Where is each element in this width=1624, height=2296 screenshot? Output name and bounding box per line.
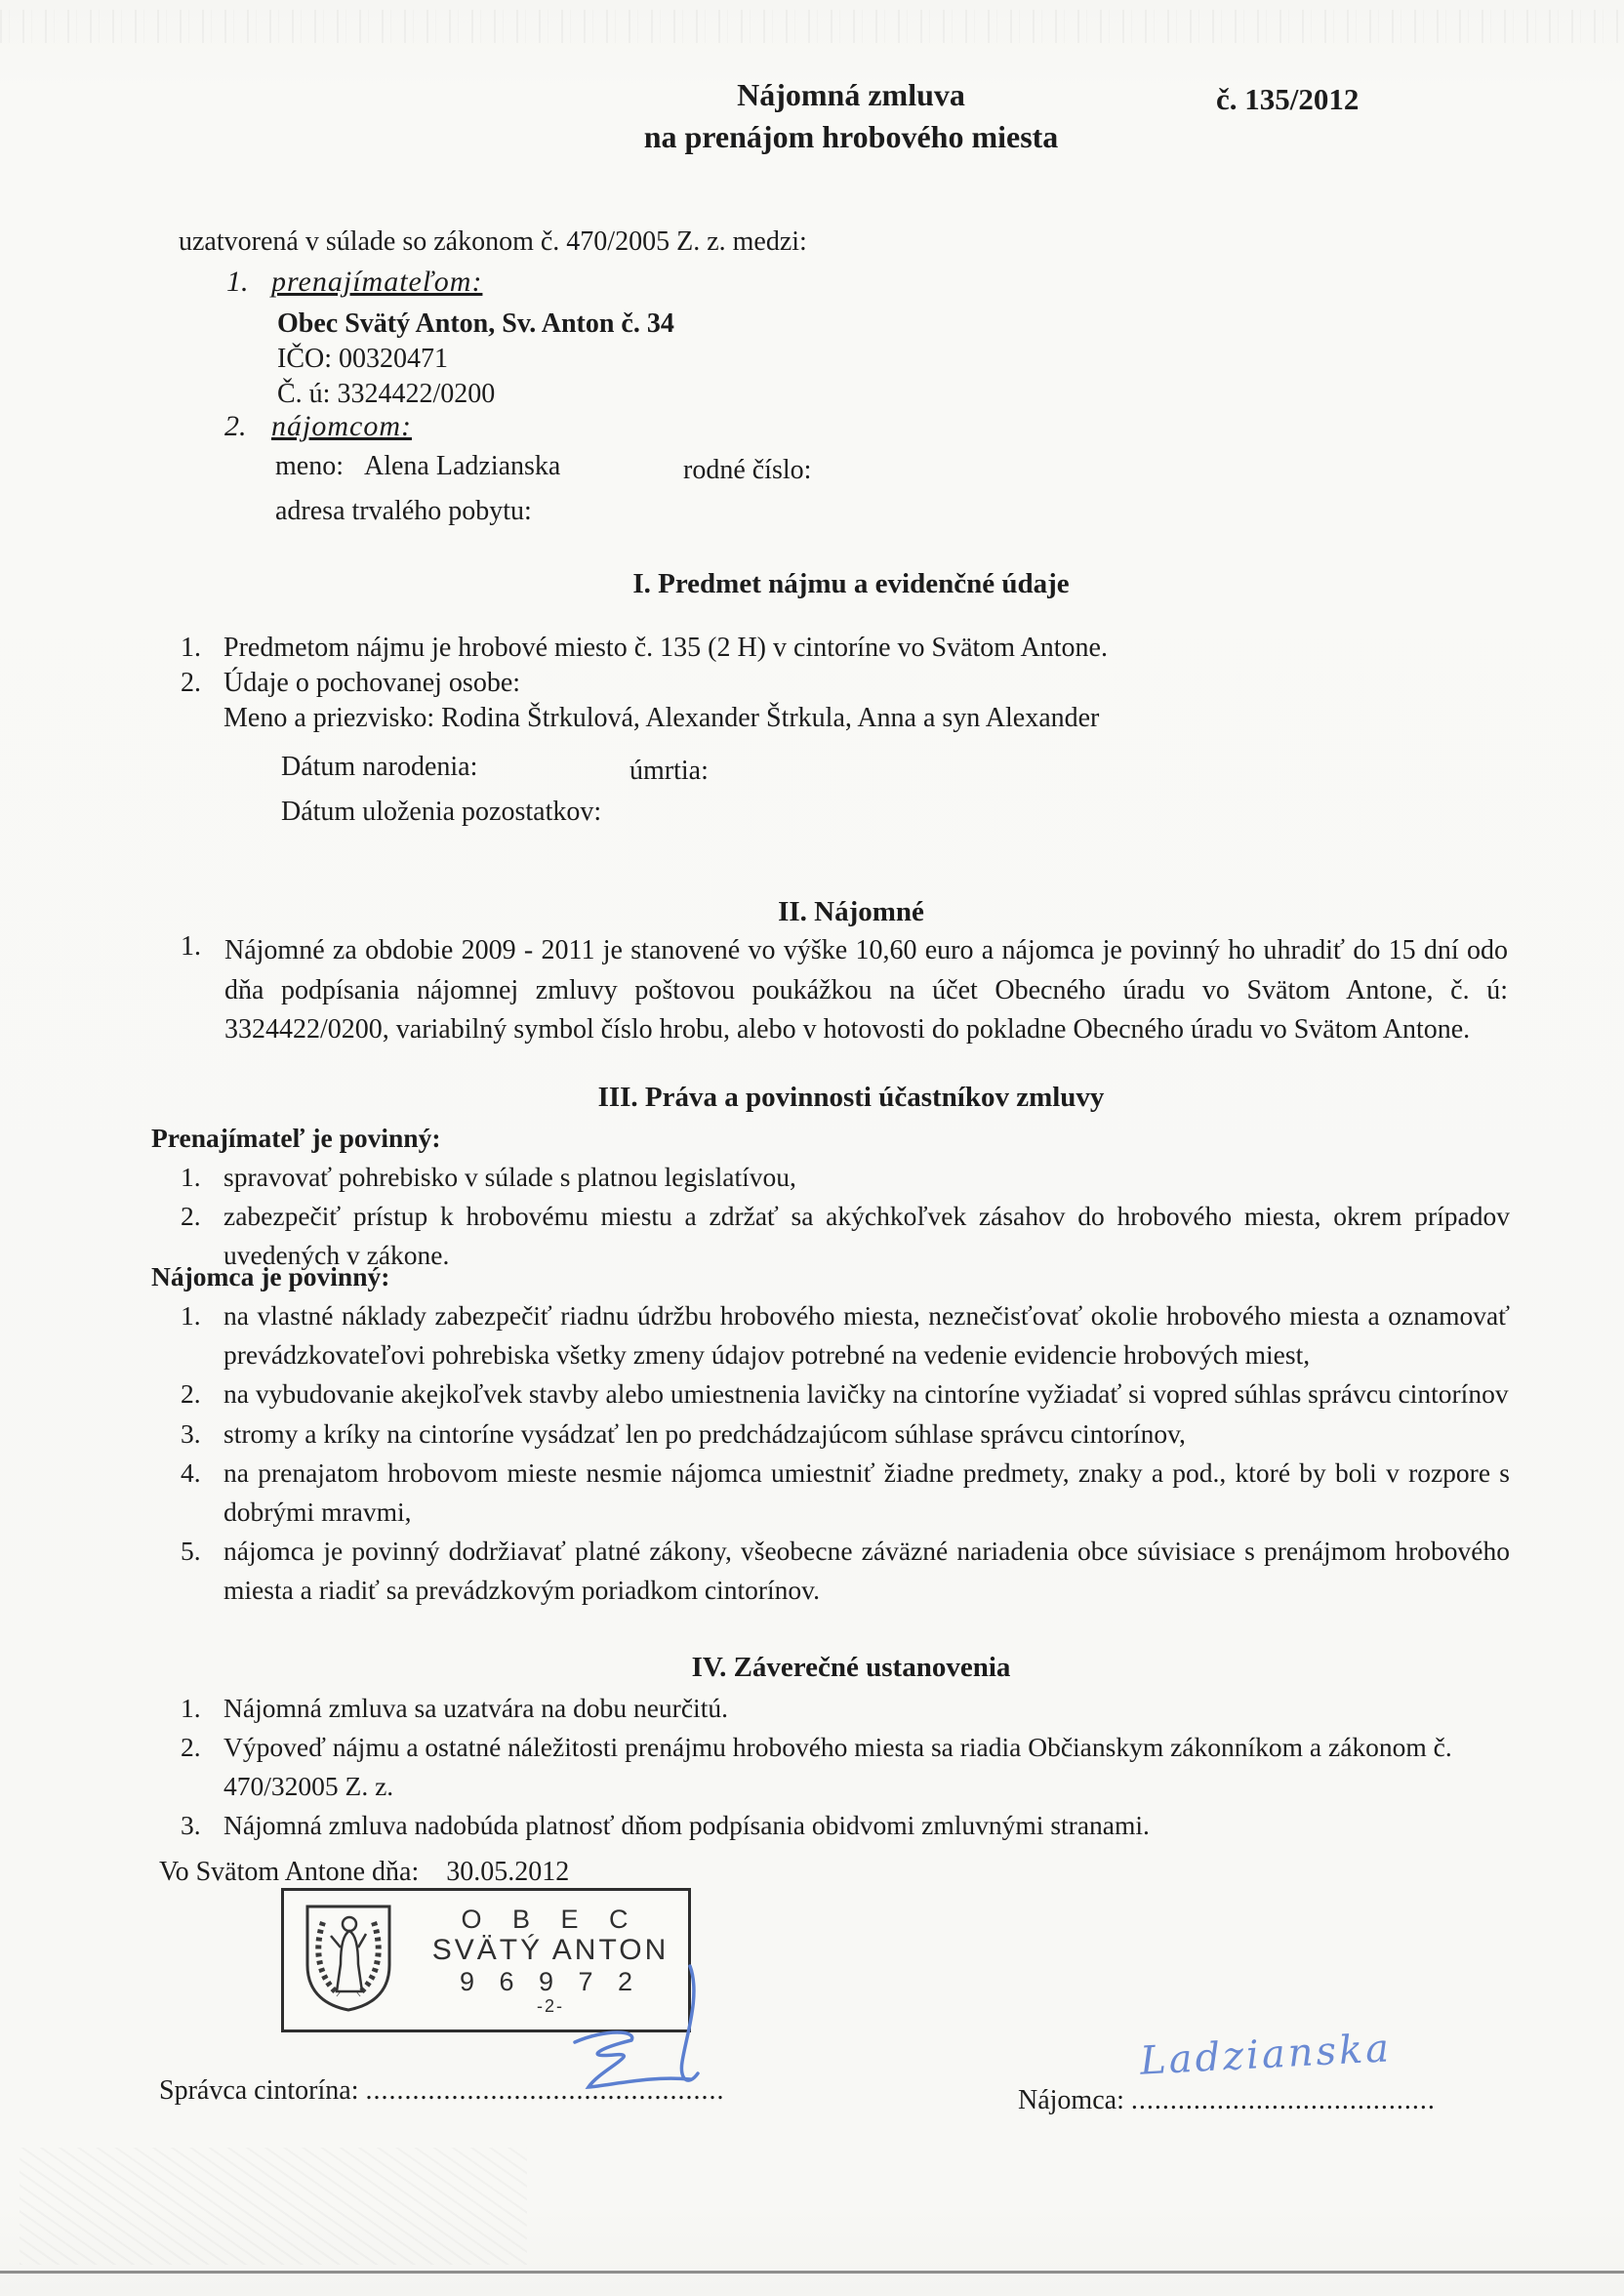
section-1-heading: I. Predmet nájmu a evidenčné údaje <box>632 568 1070 599</box>
section-1-item-2 <box>181 668 1508 699</box>
signing-date: 30.05.2012 <box>446 1857 570 1887</box>
item-text: Nájomná zmluva nadobúda platnosť dňom podpísania obidvomi zmluvnými stranami. <box>223 1810 1150 1841</box>
landlord-name: Obec Svätý Anton, Sv. Anton č. 34 <box>277 308 674 339</box>
tenant-duty-3 <box>151 1414 1510 1454</box>
place-suffix: Antone dňa: <box>284 1857 420 1887</box>
duty-number: 3. <box>181 1417 201 1449</box>
cemetery-admin-signature-row <box>159 2075 724 2107</box>
duty-text: stromy a kríky na cintoríne vysádzať len po predchádzajúcom súhlase správcu cintorínov, <box>223 1417 1186 1449</box>
item-text: Údaje o pochovanej osobe: <box>223 668 521 698</box>
birth-number-label: rodné číslo: <box>683 455 812 485</box>
item-text: Nájomná zmluva sa uzatvára na dobu neurčitú. <box>223 1693 728 1723</box>
birth-date-label: Dátum narodenia: <box>281 752 478 782</box>
duty-text: nájomca je povinný dodržiavať platné zákony, všeobecne záväzné nariadenia obce súvisiace s prenájmom hrobového miesta a riadiť sa prevádzkovým poriadkom cintorínov. <box>223 1535 1510 1606</box>
signature-dotted-line: .............................................. <box>365 2075 725 2106</box>
place-prefix: Vo Svätom <box>159 1857 285 1887</box>
stamp-line-1: O B E C <box>461 1904 640 1934</box>
item-text: Predmetom nájmu je hrobové miesto č. 135 (2 H) v cintoríne vo Svätom Antone. <box>223 633 1108 663</box>
document-title <box>461 74 1241 158</box>
scan-noise-band <box>0 10 1624 43</box>
landlord-duty-1 <box>151 1158 1510 1197</box>
landlord-account: Č. ú: 3324422/0200 <box>277 379 496 409</box>
burial-date-label: Dátum uloženia pozostatkov: <box>281 797 602 827</box>
final-item-2 <box>171 1728 1510 1806</box>
duty-number: 1. <box>181 1300 201 1332</box>
section-2-heading: II. Nájomné <box>778 896 924 927</box>
cemetery-admin-label: Správca cintorína: <box>159 2075 359 2106</box>
stamp-line-4: -2- <box>537 1995 564 2016</box>
place-and-date <box>159 1857 598 1888</box>
duty-number: 2. <box>181 1201 201 1232</box>
item-number: 2. <box>181 1732 201 1763</box>
duty-number: 4. <box>181 1456 201 1488</box>
final-item-3 <box>171 1806 1510 1845</box>
item-number: 2. <box>181 668 201 698</box>
landlord-duties <box>151 1119 1510 1276</box>
party-1-label: prenajímateľom: <box>271 266 483 298</box>
tenant-duties <box>151 1257 1510 1610</box>
address-label: adresa trvalého pobytu: <box>275 496 532 526</box>
intro-clause: uzatvorená v súlade so zákonom č. 470/2005 Z. z. medzi: <box>179 226 807 257</box>
item-number: 1. <box>181 931 201 962</box>
party-2-label: nájomcom: <box>271 410 412 442</box>
final-item-1 <box>171 1689 1510 1728</box>
stamp-line-3: 9 6 9 7 2 <box>459 1966 642 1996</box>
item-number: 1. <box>181 633 201 663</box>
tenant-duty-1 <box>151 1296 1510 1374</box>
duty-text: na vybudovanie akejkoľvek stavby alebo umiestnenia lavičky na cintoríne vyžiadať si vopred súhlas správcu cintorínov <box>223 1378 1509 1410</box>
item-text: Výpoveď nájmu a ostatné náležitosti prenájmu hrobového miesta sa riadia Občianskym zákonníkom a zákonom č. 470/32005 Z. z. <box>223 1732 1452 1802</box>
duty-text: zabezpečiť prístup k hrobovému miestu a zdržať sa akýchkoľvek zásahov do hrobového miesta, okrem prípadov uvedených v zákone. <box>223 1201 1510 1271</box>
landlord-duties-title: Prenajímateľ je povinný: <box>151 1123 441 1153</box>
duty-number: 1. <box>181 1162 201 1193</box>
document-number: č. 135/2012 <box>1216 82 1360 116</box>
coat-of-arms-icon <box>284 1901 413 2021</box>
tenant-name-label: meno: <box>275 451 344 481</box>
title-line-1: Nájomná zmluva <box>737 77 965 112</box>
final-provisions <box>171 1689 1510 1846</box>
duty-text: na prenajatom hrobovom mieste nesmie nájomca umiestniť žiadne predmety, znaky a pod., ktoré by boli v rozpore s dobrými mravmi, <box>223 1456 1510 1527</box>
tenant-signature-row <box>1018 2085 1436 2116</box>
stamp-line-2: SVÄTÝ ANTON <box>431 1934 670 1967</box>
deceased-names: Meno a priezvisko: Rodina Štrkulová, Alexander Štrkula, Anna a syn Alexander <box>223 703 1100 733</box>
tenant-handwritten-signature: Ladzianska <box>1138 2026 1394 2084</box>
duty-text: na vlastné náklady zabezpečiť riadnu údržbu hrobového miesta, neznečisťovať okolie hrobového miesta a oznamovať prevádzkovateľovi pohrebiska všetky zmeny údajov potrebné na vedenie evidencie hrobových miest, <box>223 1300 1510 1371</box>
signature-dotted-line: ....................................... <box>1130 2085 1436 2115</box>
party-1-number: 1. <box>226 266 249 298</box>
tenant-duty-4 <box>151 1454 1510 1532</box>
tenant-duties-title: Nájomca je povinný: <box>151 1261 390 1292</box>
death-date-label: úmrtia: <box>629 756 709 786</box>
duty-text: spravovať pohrebisko v súlade s platnou legislatívou, <box>223 1162 796 1193</box>
party-2-number: 2. <box>224 410 247 442</box>
item-number: 1. <box>181 1693 201 1723</box>
section-1-item-1 <box>181 633 1508 664</box>
tenant-duty-2 <box>151 1374 1510 1414</box>
tenant-name-value: Alena Ladzianska <box>364 451 561 481</box>
tenant-signature-label: Nájomca: <box>1018 2085 1124 2115</box>
item-number: 3. <box>181 1810 201 1841</box>
tenant-name-row <box>275 451 560 482</box>
scan-noise-speckles <box>20 2148 527 2265</box>
duty-number: 5. <box>181 1535 201 1566</box>
scanner-edge-line <box>0 2271 1624 2274</box>
landlord-ico: IČO: 00320471 <box>277 344 448 374</box>
section-4-heading: IV. Záverečné ustanovenia <box>691 1652 1011 1683</box>
section-3-heading: III. Práva a povinnosti účastníkov zmluvy <box>597 1082 1105 1113</box>
duty-number: 2. <box>181 1378 201 1410</box>
item-text: Nájomné za obdobie 2009 - 2011 je stanovené vo výške 10,60 euro a nájomca je povinný ho uhradiť do 15 dní odo dňa podpísania nájomnej zmluvy poštovou poukážkou na účet Obecného úradu vo Svätom Antone, č. ú: 3324422/0200, variabilný symbol číslo hrobu, alebo v hotovosti do pokladne Obecného úradu vo Svätom Antone. <box>224 935 1508 1046</box>
title-line-2: na prenájom hrobového miesta <box>643 119 1059 155</box>
tenant-duty-5 <box>151 1532 1510 1610</box>
section-2-item-1 <box>181 931 1508 1050</box>
